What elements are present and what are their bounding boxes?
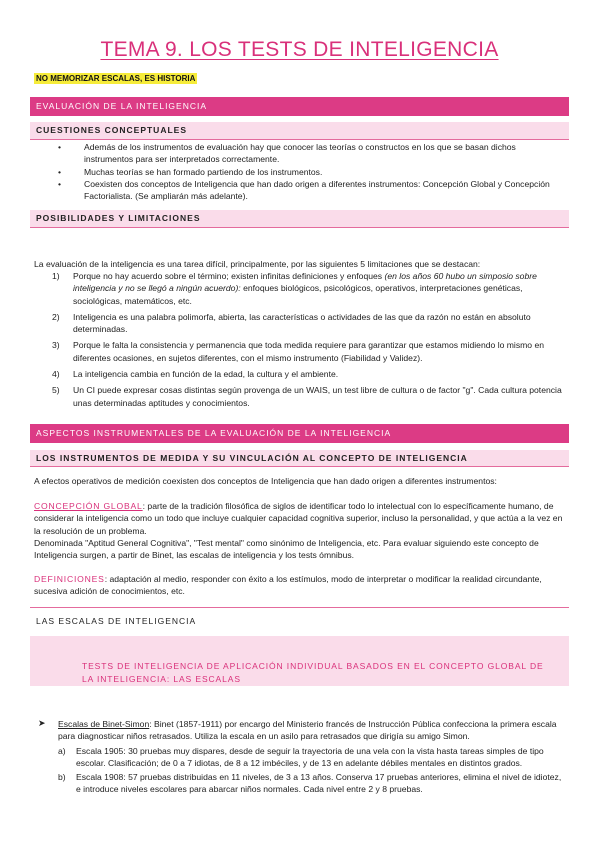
list-item: 2) Inteligencia es una palabra polimorfa, abierta, las características o actividades de las que da razón no están en absoluto determinadas. [52, 311, 531, 335]
binet-paragraph: Escalas de Binet-Simon: Binet (1857-1911) por encargo del Ministerio francés de Instrucción Pública confecciona la primera escala para diagnosticar niños retrasados. Utiliza la escala en un asilo para retrasados que dirigía su amigo Simon. [58, 719, 557, 742]
subsection-header-instrumentos: LOS INSTRUMENTOS DE MEDIDA Y SU VINCULACIÓN AL CONCEPTO DE INTELIGENCIA [30, 450, 569, 467]
list-item: • Muchas teorías se han formado partiendo de los instrumentos. [58, 166, 558, 178]
divider [30, 607, 569, 608]
concepcion-global-paragraph: CONCEPCIÓN GLOBAL: parte de la tradición filosófica de siglos de identificar todo lo intelectual con lo específicamente humano, de considerar la inteligencia como un todo que incluye cualquier capacidad cognitiva superior, incluso la personalidad, y que actúa a la vez en la resolución de un problema. Denominada "Aptitud General Cognitiva", "Test mental" como sinónimo de Inteligencia, etc. Para evaluar siguiendo este concepto de Inteligencia surgen, a partir de Binet, las escalas de inteligencia y los tests ómnibus. [34, 501, 563, 561]
list-item: b) Escala 1908: 57 pruebas distribuidas en 11 niveles, de 3 a 13 años. Conserva 17 pruebas anteriores, elimina el nivel de idiotez, e introduce niveles escolares para abarcar niños normales. Cada nivel entre 2 y 8 pruebas. [58, 772, 562, 795]
limitaciones-list [52, 270, 562, 413]
definiciones-label: DEFINICIONES [34, 574, 105, 584]
list-item: 1) Porque no hay acuerdo sobre el término; existen infinitas definiciones y enfoques (en los años 60 hubo un simposio sobre inteligencia y no se llegó a ningún acuerdo): enfoques biológicos, psicológicos, operativos, interpretaciones genéticas, sociológicas, matemáticos, etc. [52, 271, 537, 306]
binet-section [38, 718, 564, 796]
cuestiones-list [58, 141, 558, 202]
definiciones-paragraph: DEFINICIONES: adaptación al medio, responder con éxito a los estímulos, modo de interpretar o modificar la realidad circundante, sucesiva adición de conocimientos, etc. [34, 574, 542, 597]
list-item: 5) Un CI puede expresar cosas distintas según provenga de un WAIS, un test libre de cultura o de factor "g". Cada cultura potencia unas determinadas aptitudes y conocimientos. [52, 385, 562, 408]
section-header-aspectos: ASPECTOS INSTRUMENTALES DE LA EVALUACIÓN DE LA INTELIGENCIA [30, 424, 569, 443]
binet-label: Escalas de Binet-Simon [58, 719, 150, 729]
list-item: 4) La inteligencia cambia en función de la edad, la cultura y el ambiente. [52, 369, 339, 380]
page-title: TEMA 9. LOS TESTS DE INTELIGENCIA [100, 38, 499, 61]
concepcion-global-label: CONCEPCIÓN GLOBAL [34, 501, 143, 511]
limitaciones-intro: La evaluación de la inteligencia es una tarea difícil, principalmente, por las siguientes 5 limitaciones que se destacan: [34, 259, 481, 269]
highlighted-note: NO MEMORIZAR ESCALAS, ES HISTORIA [36, 74, 196, 83]
list-item: 3) Porque le falta la consistencia y permanencia que toda medida requiere para garantizar que estamos midiendo lo mismo en diferentes ocasiones, en sujetos diferentes, con el mismo instrumento (Fiabilidad y Validez). [52, 340, 545, 363]
list-item: • Coexisten dos conceptos de Inteligencia que han dado origen a diferentes instrumentos: Concepción Global y Concepción Factorialista. (Se ampliarán más adelante). [58, 178, 558, 203]
tests-individual-title: TESTS DE INTELIGENCIA DE APLICACIÓN INDIVIDUAL BASADOS EN EL CONCEPTO GLOBAL DE LA INTELIGENCIA: LAS ESCALAS [82, 661, 544, 684]
section-header-escalas: LAS ESCALAS DE INTELIGENCIA [36, 616, 197, 626]
arrow-bullet-icon: ➤ [38, 718, 46, 728]
list-item: • Además de los instrumentos de evaluación hay que conocer las teorías o constructos en los que se basan dichos instrumentos para ser interpretados correctamente. [58, 141, 558, 166]
subsection-header-cuestiones: CUESTIONES CONCEPTUALES [30, 122, 569, 140]
list-item: a) Escala 1905: 30 pruebas muy dispares, desde de seguir la trayectoria de una vela con la vista hasta tareas simples de tipo escolar. Clasificación; de 0 a 7 idiotas, de 8 a 12 imbéciles, y de 13 en adelante débiles mentales en distintos grados. [58, 745, 544, 768]
subsection-header-posibilidades: POSIBILIDADES Y LIMITACIONES [30, 210, 569, 228]
section-header-evaluacion: EVALUACIÓN DE LA INTELIGENCIA [30, 97, 569, 116]
instrumentos-intro: A efectos operativos de medición coexisten dos conceptos de Inteligencia que han dado origen a diferentes instrumentos: [34, 476, 497, 486]
